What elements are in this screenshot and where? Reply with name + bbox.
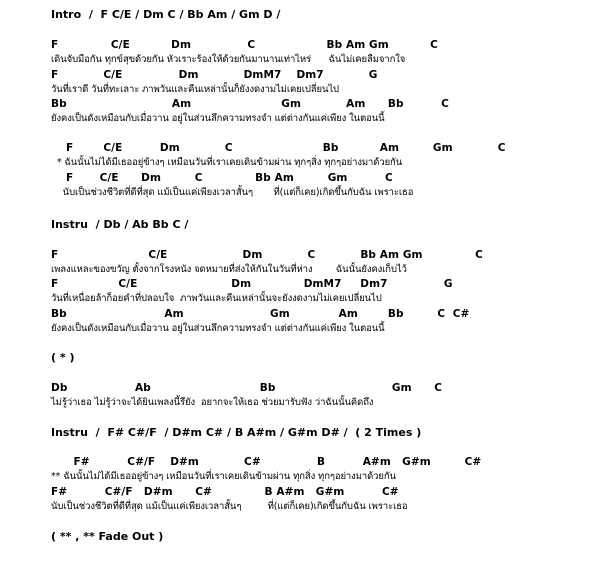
lyric-line: เพลงแหละของขวัญ ตั้งจากโรงหนัง จดหมายที่ส่งให้กันในวันที่ห่าง ฉันนั้นยังคงเก็บไว้	[51, 264, 407, 275]
chord-line: F# C#/F D#m C# B A#m G#m C#	[51, 456, 482, 468]
lyric-line: ยังคงเป็นดังเหมือนกับเมื่อวาน อยู่ในส่วนลึกความทรงจำ แต่ต่างกันแค่เพียง ในตอนนี้	[51, 113, 385, 124]
instru-line: Instru / Db / Ab Bb C /	[51, 218, 189, 231]
chord-line: Bb Am Gm Am Bb C	[51, 98, 449, 110]
chord-line: Bb Am Gm Am Bb C C#	[51, 308, 470, 320]
lyric-line: วันที่เราดี วันที่ทะเลาะ ภาพวันและคืนเหล่านั้นก็ยังงดงามไม่เคยเปลี่ยนไป	[51, 84, 339, 95]
lyric-line: เดินจับมือกัน ทุกข์สุขด้วยกัน หัวเราะร้องให้ด้วยกันมานานเท่าไหร่ ฉันไม่เคยลืมจากใจ	[51, 54, 406, 65]
outro-line: ( ** , ** Fade Out )	[51, 530, 164, 543]
chord-line: F C/E Dm DmM7 Dm7 G	[51, 278, 453, 290]
lyric-line: ไม่รู้ว่าเธอ ไม่รู้ว่าจะได้ยินเพลงนี้รึยัง อยากจะให้เธอ ช่วยมารับฟัง ว่าฉันนั้นคิดถึง	[51, 397, 374, 408]
chord-line: F C/E Dm DmM7 Dm7 G	[51, 69, 378, 81]
chord-line: Db Ab Bb Gm C	[51, 382, 443, 394]
chord-line: F C/E Dm C Bb Am Gm C	[51, 39, 438, 51]
lyric-line: วันที่เหนื่อยล้าก็อยคำที่ปลอบใจ ภาพวันและคืนเหล่านั้นจะยังงดงามไม่เคยเปลี่ยนไป	[51, 293, 382, 304]
repeat-marker: ( * )	[51, 351, 75, 364]
lyric-line: นับเป็นช่วงชีวิตที่ดีที่สุด แม้เป็นแค่เพียงเวลาสั้นๆ ที่(แต่ก็เคย)เกิดขึ้นกับฉัน เพราะเธอ	[51, 187, 414, 198]
lyric-line: นับเป็นช่วงชีวิตที่ดีที่สุด แม้เป็นแค่เพียงเวลาสั้นๆ ที่(แต่ก็เคย)เกิดขึ้นกับฉัน เพราะเธอ	[51, 501, 408, 512]
intro-line: Intro / F C/E / Dm C / Bb Am / Gm D /	[51, 8, 281, 21]
chord-line: F C/E Dm C Bb Am Gm C	[51, 249, 483, 261]
chord-line: F C/E Dm C Bb Am Gm C	[51, 172, 393, 184]
chord-line: F# C#/F D#m C# B A#m G#m C#	[51, 486, 399, 498]
lyric-line: ยังคงเป็นดังเหมือนกับเมื่อวาน อยู่ในส่วนลึกความทรงจำ แต่ต่างกันแค่เพียง ในตอนนี้	[51, 323, 385, 334]
chord-line: F C/E Dm C Bb Am Gm C	[51, 142, 506, 154]
instru-line: Instru / F# C#/F / D#m C# / B A#m / G#m D# / ( 2 Times )	[51, 426, 422, 439]
lyric-line: ** ฉันนั้นไม่ได้มีเธออยู่ข้างๆ เหมือนวันที่เราเคยเดินข้ามผ่าน ทุกสิ่ง ทุกๆอย่างมาด้วยกัน	[51, 471, 396, 482]
lyric-line: * ฉันนั้นไม่ได้มีเธออยู่ข้างๆ เหมือนวันที่เราเคยเดินข้ามผ่าน ทุกๆสิ่ง ทุกๆอย่างมาด้วยกัน	[51, 157, 403, 168]
